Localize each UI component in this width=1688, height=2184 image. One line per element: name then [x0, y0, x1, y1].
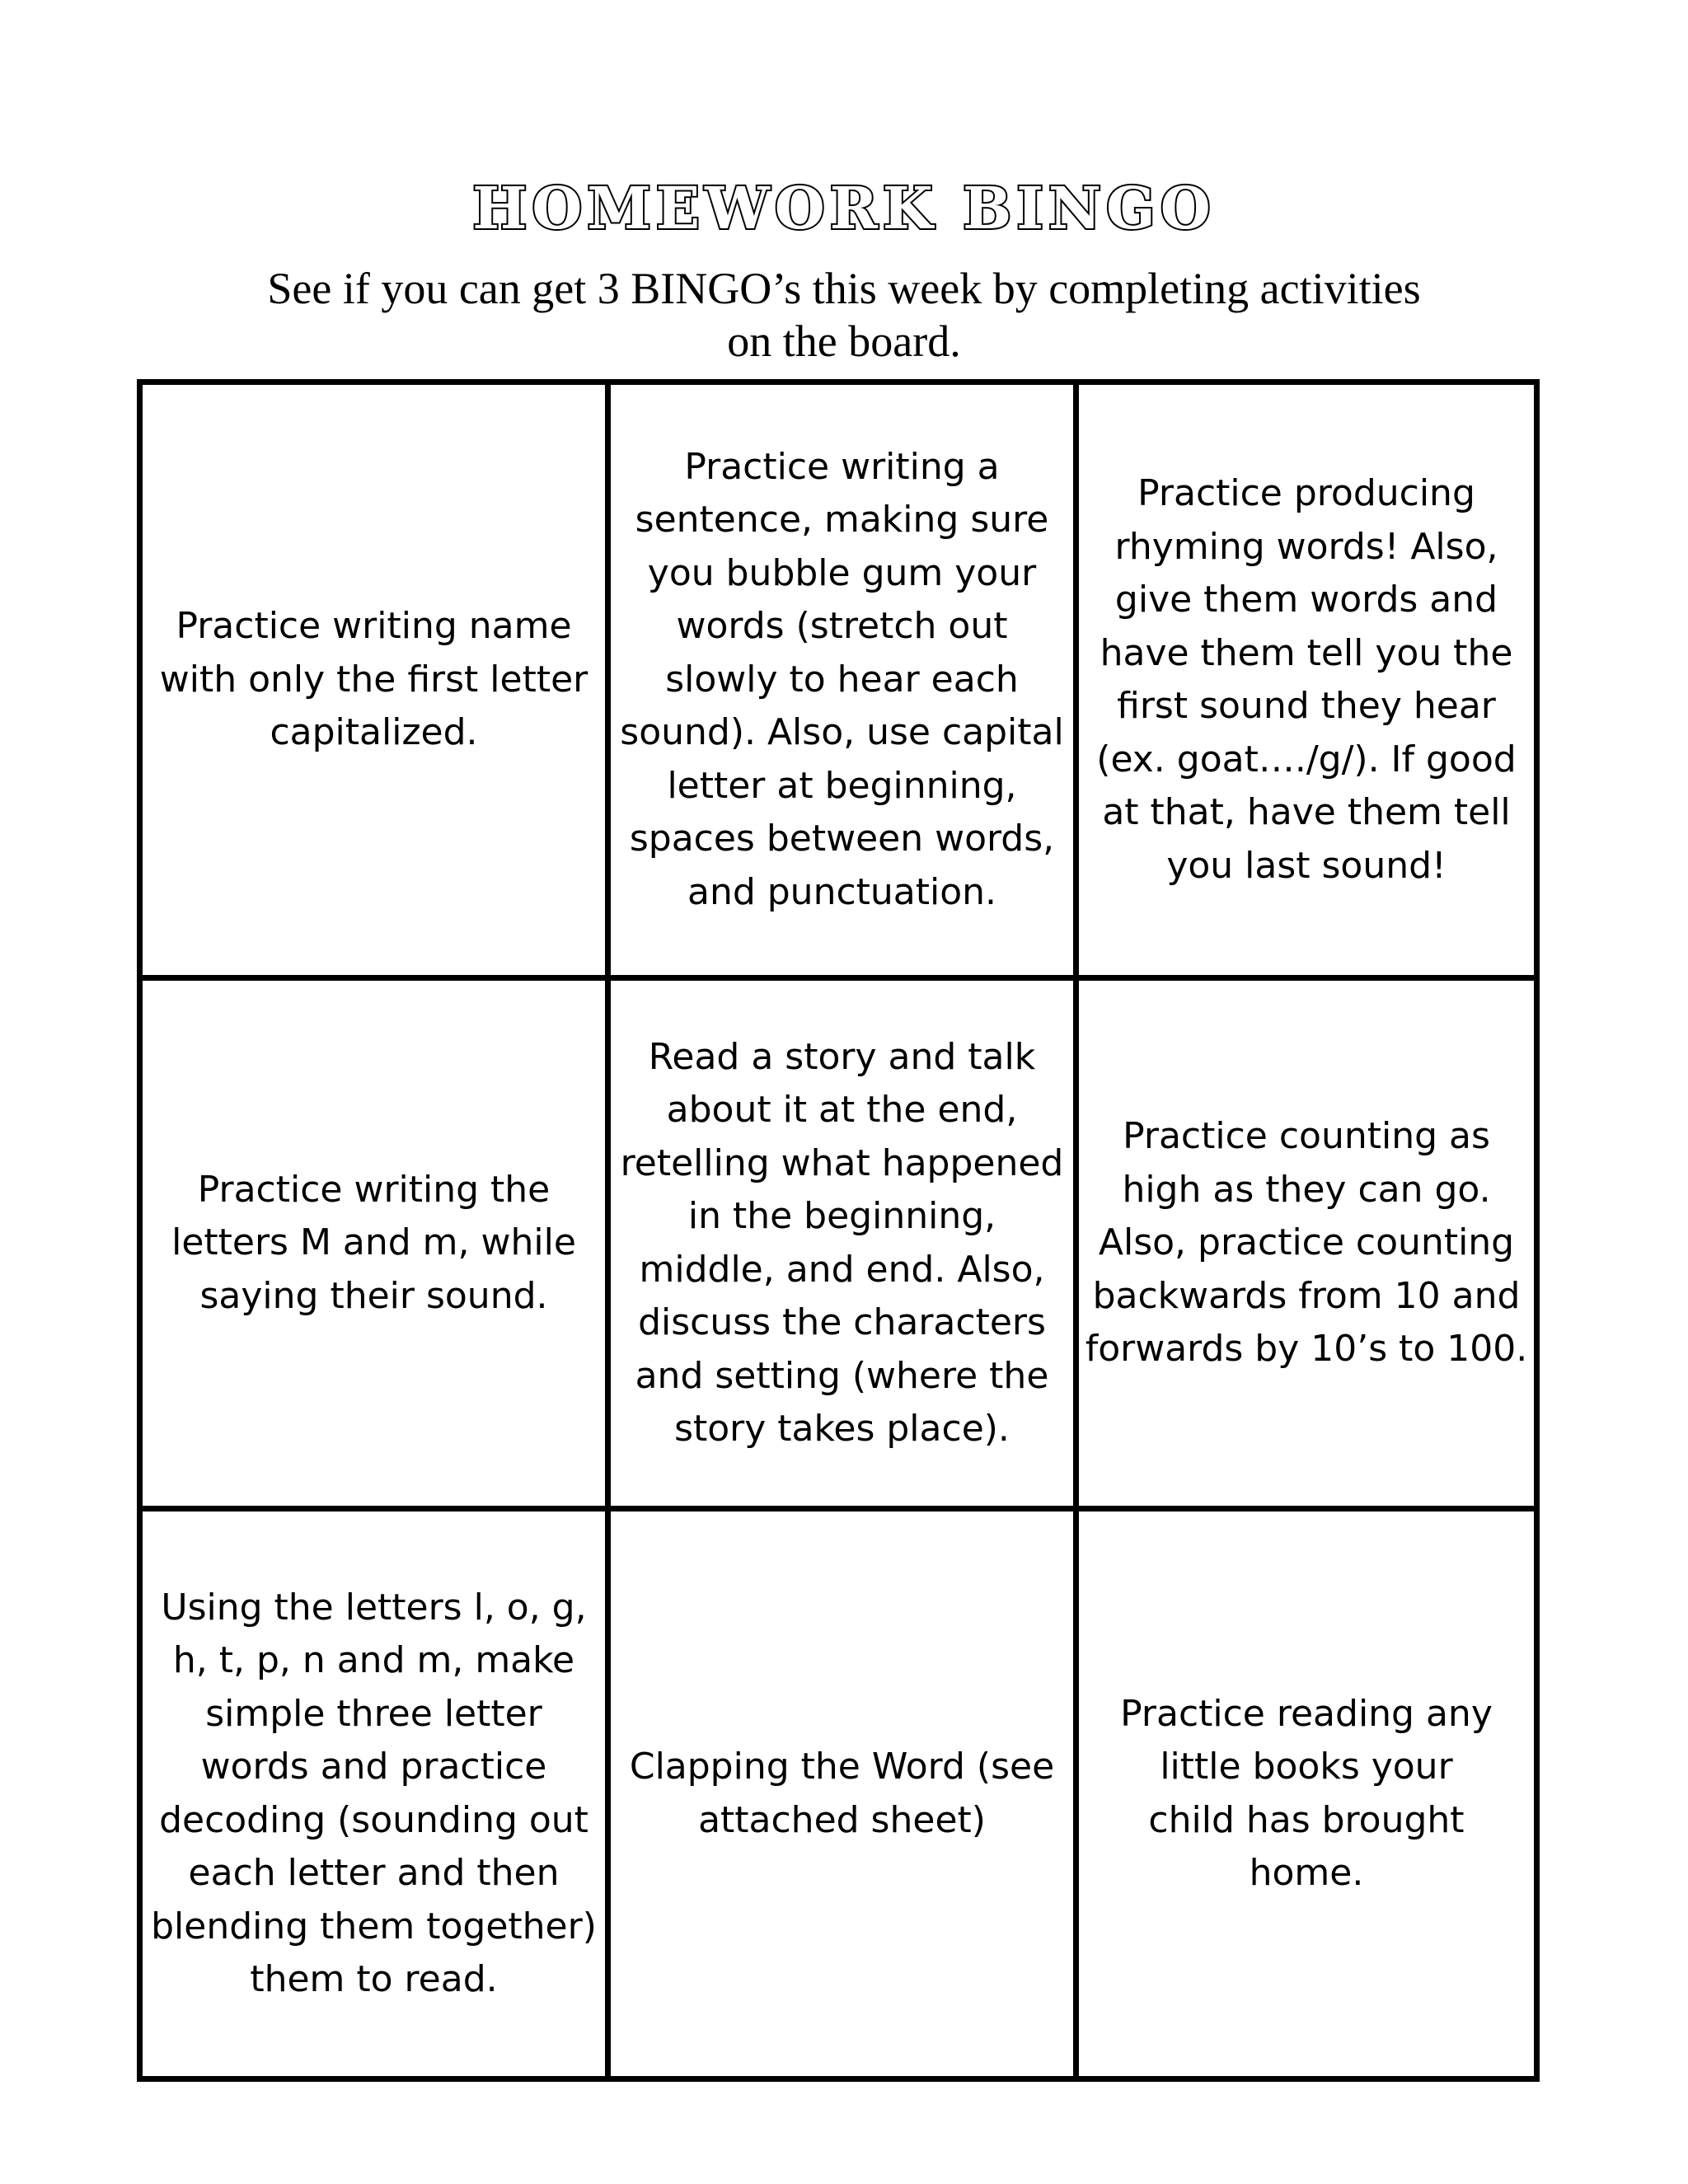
bingo-cell-7 [143, 1511, 605, 2076]
grid-divider [1073, 1511, 1079, 2076]
bingo-cell-3 [1079, 385, 1534, 975]
bingo-cell-text: Practice reading any little books your child has brought home. [1120, 1692, 1493, 1894]
bingo-cell-text: Read a story and talk about it at the end, retelling what happened in the beginning, middle, and end. Also, discuss the characters and setting (where the story takes place). [620, 1035, 1064, 1450]
grid-divider [611, 1506, 1073, 1511]
bingo-cell-9 [1079, 1511, 1534, 2076]
grid-divider [1073, 975, 1079, 981]
grid-divider [605, 981, 611, 1506]
bingo-cell-text: Practice writing the letters M and m, while saying their sound. [171, 1168, 576, 1317]
bingo-cell-5 [611, 981, 1073, 1506]
bingo-cell-4 [143, 981, 605, 1506]
grid-divider [1073, 1506, 1079, 1511]
page-title: HOMEWORK BINGO [472, 174, 1216, 242]
grid-divider [1073, 385, 1079, 975]
grid-divider [605, 1511, 611, 2076]
bingo-cell-6 [1079, 981, 1534, 1506]
grid-divider [611, 975, 1073, 981]
page-subtitle: See if you can get 3 BINGO’s this week by completing activities on the board. [267, 264, 1421, 366]
bingo-board [137, 379, 1540, 2082]
grid-divider [1073, 981, 1079, 1506]
grid-divider [143, 1506, 605, 1511]
grid-divider [1079, 975, 1534, 981]
bingo-cell-text: Practice writing a sentence, making sure you bubble gum your words (stretch out slowly to hear each sound). Also, use capital letter at beginning, spaces between words, and punctuation. [620, 445, 1064, 913]
bingo-cell-2 [611, 385, 1073, 975]
grid-divider [605, 1506, 611, 1511]
bingo-cell-text: Practice writing name with only the first letter capitalized. [159, 605, 588, 754]
bingo-cell-text: Using the letters l, o, g, h, t, p, n and m, make simple three letter words and practice decoding (sounding out each letter and then blending them together) them to read. [151, 1586, 597, 2000]
grid-divider [143, 975, 605, 981]
grid-divider [1079, 1506, 1534, 1511]
bingo-cell-1 [143, 385, 605, 975]
grid-divider [605, 975, 611, 981]
bingo-cell-text: Practice producing rhyming words! Also, give them words and have them tell you the first sound they hear (ex. goat…./g/). If good at that, have them tell you last sound! [1096, 472, 1517, 887]
bingo-cell-text: Practice counting as high as they can go. Also, practice counting backwards from 10 and forwards by 10’s to 100. [1085, 1115, 1528, 1371]
bingo-cell-text: Clapping the Word (see attached sheet) [629, 1746, 1055, 1841]
bingo-cell-8 [611, 1511, 1073, 2076]
grid-divider [605, 385, 611, 975]
